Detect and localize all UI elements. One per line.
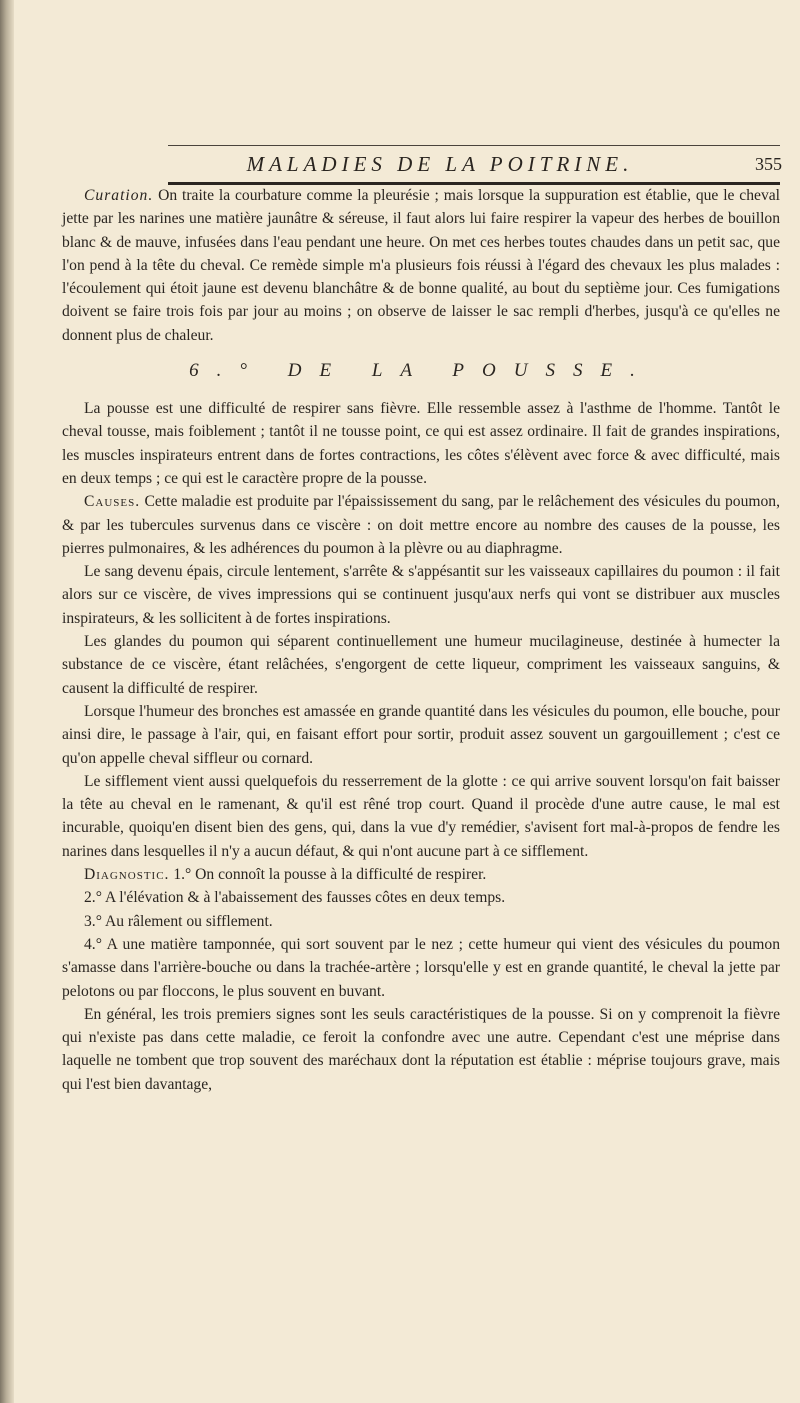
page-number: 355 [755,154,782,174]
paragraph-p2 [62,490,780,560]
paragraph-text: La pousse est une difficulté de respirer sans fièvre. Elle ressemble assez à l'asthme de l'homme. Tantôt le cheval tousse, mais foiblement ; tantôt il ne tousse point, ce qui est assez ordinaire. Il fait de grandes inspirations, les muscles inspirateurs entrent dans de fortes contractions, les côtes s'élèvent avec force & avec difficulté, mais en deux temps ; ce qui est le caractère propre de la pousse. [62,400,780,487]
running-head [170,152,782,182]
paragraph-list [62,397,780,1096]
paragraph-p3 [62,560,780,630]
paragraph-lead: Causes. [84,493,141,511]
paragraph-text: Le sifflement vient aussi quelquefois du resserrement de la glotte : ce qui arrive souvent lorsqu'on fait baisser la tête au cheval en le ramenant, & qu'il est rêné trop court. Quand il procède d'une autre cause, le mal est incurable, quoiqu'en disent bien des gens, qui, dans la vue d'y remédier, s'avisent fort mal-à-propos de fendre les narines dans lesquelles il n'y a aucun défaut, & qui n'ont aucune part à ce sifflement. [62,772,780,860]
paragraph-lead: Diagnostic. [84,866,170,884]
paragraph-text: Cette maladie est produite par l'épaississement du sang, par le relâchement des vésicules du poumon, & par les tubercules survenus dans ce viscère : on doit mettre encore au nombre des causes de la pousse, les pierres pulmonaires, & les adhérences du poumon à la plèvre ou au diaphragme. [62,493,780,557]
curation-text: On traite la courbature comme la pleurésie ; mais lorsque la suppuration est établie, que le cheval jette par les narines une matière jaunâtre & séreuse, il faut alors lui faire respirer la vapeur des herbes de bouillon blanc & de mauve, infusées dans l'eau pendant une heure. On met ces herbes toutes chaudes dans un petit sac, que l'on pend à la tête du cheval. Ce remède simple m'a plusieurs fois réussi à l'égard des chevaux les plus malades : l'écoulement qui étoit jaune est devenu blanchâtre & de bonne qualité, au bout du septième jour. Ces fumigations doivent se faire trois fois par jour au moins ; on observe de laisser le sac rempli d'herbes, jusqu'à ce qu'elles ne donnent plus de chaleur. [62,187,780,344]
body-text [62,184,780,1096]
paragraph-text: 4.° A une matière tamponnée, qui sort souvent par le nez ; cette humeur qui vient des vésicules du poumon s'amasse dans l'arrière-bouche ou dans la trachée-artère ; lorsqu'elle y est en grande quantité, le cheval la jette par pelotons ou par floccons, le plus souvent en buvant. [62,935,780,1000]
paragraph-p7 [62,863,780,886]
running-title: MALADIES DE LA POITRINE. [246,152,634,176]
paragraph-p8 [62,886,780,909]
paragraph-p4 [62,630,780,700]
paragraph-text: 1.° On connoît la pousse à la difficulté de respirer. [169,866,487,884]
paragraph-text: 2.° A l'élévation & à l'abaissement des fausses côtes en deux temps. [84,889,506,907]
paragraph-p11 [62,1003,780,1096]
paragraph-p1 [62,397,780,490]
header-top-rule [168,145,780,146]
paragraph-text: Lorsque l'humeur des bronches est amassée en grande quantité dans les vésicules du poumon, elle bouche, pour ainsi dire, le passage à l'air, qui, en faisant effort pour sortir, produit assez souvent un gargouillement ; c'est ce qu'on appelle cheval siffleur ou cornard. [62,702,780,767]
section-title: 6.° DE LA POUSSE. [189,360,653,382]
paragraph-text: 3.° Au râlement ou sifflement. [84,912,273,930]
paragraph-text: Le sang devenu épais, circule lentement, s'arrête & s'appésantit sur les vaisseaux capillaires du poumon : il fait alors sur ce viscère, de vives impressions qui se continuent jusqu'aux nerfs qui vont se distribuer aux muscles inspirateurs, & les sollicitent à de fortes inspirations. [62,563,780,627]
curation-lead: Curation. [84,187,154,204]
paragraph-p5 [62,700,780,770]
paragraph-p9 [62,910,780,933]
paragraph-text: En général, les trois premiers signes sont les seuls caractéristiques de la pousse. Si on y comprenoit la fièvre qui n'existe pas dans cette maladie, ce feroit la confondre avec une autre. Cependant c'est une méprise dans laquelle ne tombent que trop souvent des maréchaux dont la réputation est établie : méprise toujours grave, mais qui l'est bien davantage, [62,1005,780,1093]
paragraph-p6 [62,770,780,863]
paragraph-p10 [62,933,780,1003]
curation-paragraph [62,184,780,347]
paragraph-text: Les glandes du poumon qui séparent continuellement une humeur mucilagineuse, destinée à humecter la substance de ce viscère, étant relâchées, s'engorgent de cette liqueur, compriment les vaisseaux sanguins, & causent la difficulté de respirer. [62,633,780,697]
